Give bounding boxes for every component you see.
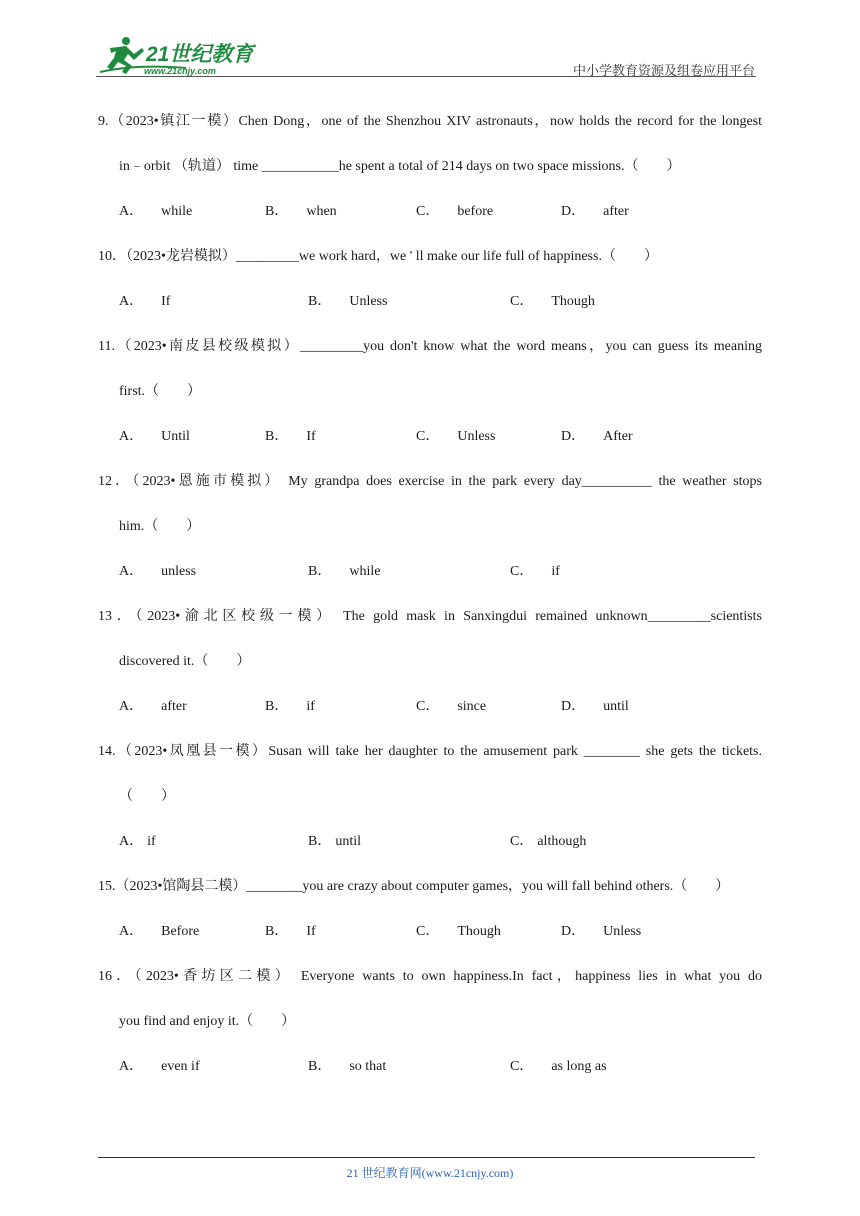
option-c[interactable]: C． Unless (416, 429, 496, 444)
option-b[interactable]: B． If (265, 924, 316, 939)
option-b[interactable]: B． if (265, 699, 315, 714)
option-b[interactable]: B． Unless (308, 294, 388, 309)
question-stem-continued: discovered it.（ ） (119, 654, 251, 669)
option-b[interactable]: B． when (265, 204, 337, 219)
option-c[interactable]: C． although (510, 834, 587, 849)
page-header (0, 0, 860, 82)
option-row (119, 427, 759, 447)
option-b[interactable]: B． while (308, 564, 381, 579)
question-stem: 13．（2023•渝北区校级一模） The gold mask in Sanxingdui remained unknown_________scientists (98, 609, 762, 624)
option-a[interactable]: A． while (119, 204, 193, 219)
option-a[interactable]: A． If (119, 294, 171, 309)
option-c[interactable]: C． Though (510, 294, 595, 309)
option-row (119, 1057, 759, 1077)
question-stem: 15.（2023•馆陶县二模）________you are crazy about computer games，you will fall behind others.（ ） (98, 879, 730, 894)
question-stem-continued: first.（ ） (119, 384, 202, 399)
header-divider (96, 76, 756, 77)
question-stem-continued: you find and enjoy it.（ ） (119, 1014, 296, 1029)
option-row (119, 697, 759, 717)
logo-url: www.21cnjy.com (144, 66, 216, 76)
option-row (119, 922, 759, 942)
option-d[interactable]: D． After (561, 429, 633, 444)
question-stem: 12．（2023•恩施市模拟） My grandpa does exercise in the park every day__________ the weather stops (98, 474, 762, 489)
option-d[interactable]: D． until (561, 699, 629, 714)
option-c[interactable]: C． Though (416, 924, 501, 939)
question-stem-continued: （ ） (119, 789, 175, 804)
question-stem: 9.（2023•镇江一模）Chen Dong，one of the Shenzhou XIV astronauts，now holds the record for the longest (98, 114, 762, 129)
option-d[interactable]: D． Unless (561, 924, 642, 939)
question-stem-continued: him.（ ） (119, 519, 201, 534)
question-stem-continued: in﹣orbit （轨道） time ___________he spent a total of 214 days on two space missions.（ ） (119, 159, 681, 174)
footer-link[interactable]: 21 世纪教育网(www.21cnjy.com) (346, 1166, 514, 1180)
option-c[interactable]: C． as long as (510, 1059, 607, 1074)
footer-divider (98, 1157, 755, 1158)
option-b[interactable]: B． until (308, 834, 362, 849)
option-b[interactable]: B． so that (308, 1059, 387, 1074)
option-c[interactable]: C． since (416, 699, 487, 714)
question-stem: 16．（2023•香坊区二模） Everyone wants to own happiness.In fact，happiness lies in what you do (98, 969, 762, 984)
option-a[interactable]: A． Before (119, 924, 200, 939)
option-row (119, 292, 759, 312)
question-stem: 11.（2023•南皮县校级模拟）_________you don't know what the word means，you can guess its meaning (98, 339, 762, 354)
option-a[interactable]: A． unless (119, 564, 197, 579)
option-c[interactable]: C． if (510, 564, 560, 579)
option-a[interactable]: A． after (119, 699, 187, 714)
option-b[interactable]: B． If (265, 429, 316, 444)
option-a[interactable]: A． if (119, 834, 156, 849)
option-c[interactable]: C． before (416, 204, 494, 219)
option-a[interactable]: A． even if (119, 1059, 200, 1074)
option-row (119, 562, 759, 582)
question-stem: 10．（2023•龙岩模拟）_________we work hard，we ' ll make our life full of happiness.（ ） (98, 249, 658, 264)
logo (96, 34, 261, 78)
option-a[interactable]: A． Until (119, 429, 190, 444)
option-row (119, 202, 759, 222)
option-d[interactable]: D． after (561, 204, 629, 219)
question-stem: 14.（2023•凤凰县一模）Susan will take her daughter to the amusement park ________ she gets the tickets. (98, 744, 762, 759)
logo-text: 21世纪教育 (146, 43, 254, 66)
option-row (119, 832, 759, 852)
header-title: 中小学教育资源及组卷应用平台 (572, 63, 755, 78)
